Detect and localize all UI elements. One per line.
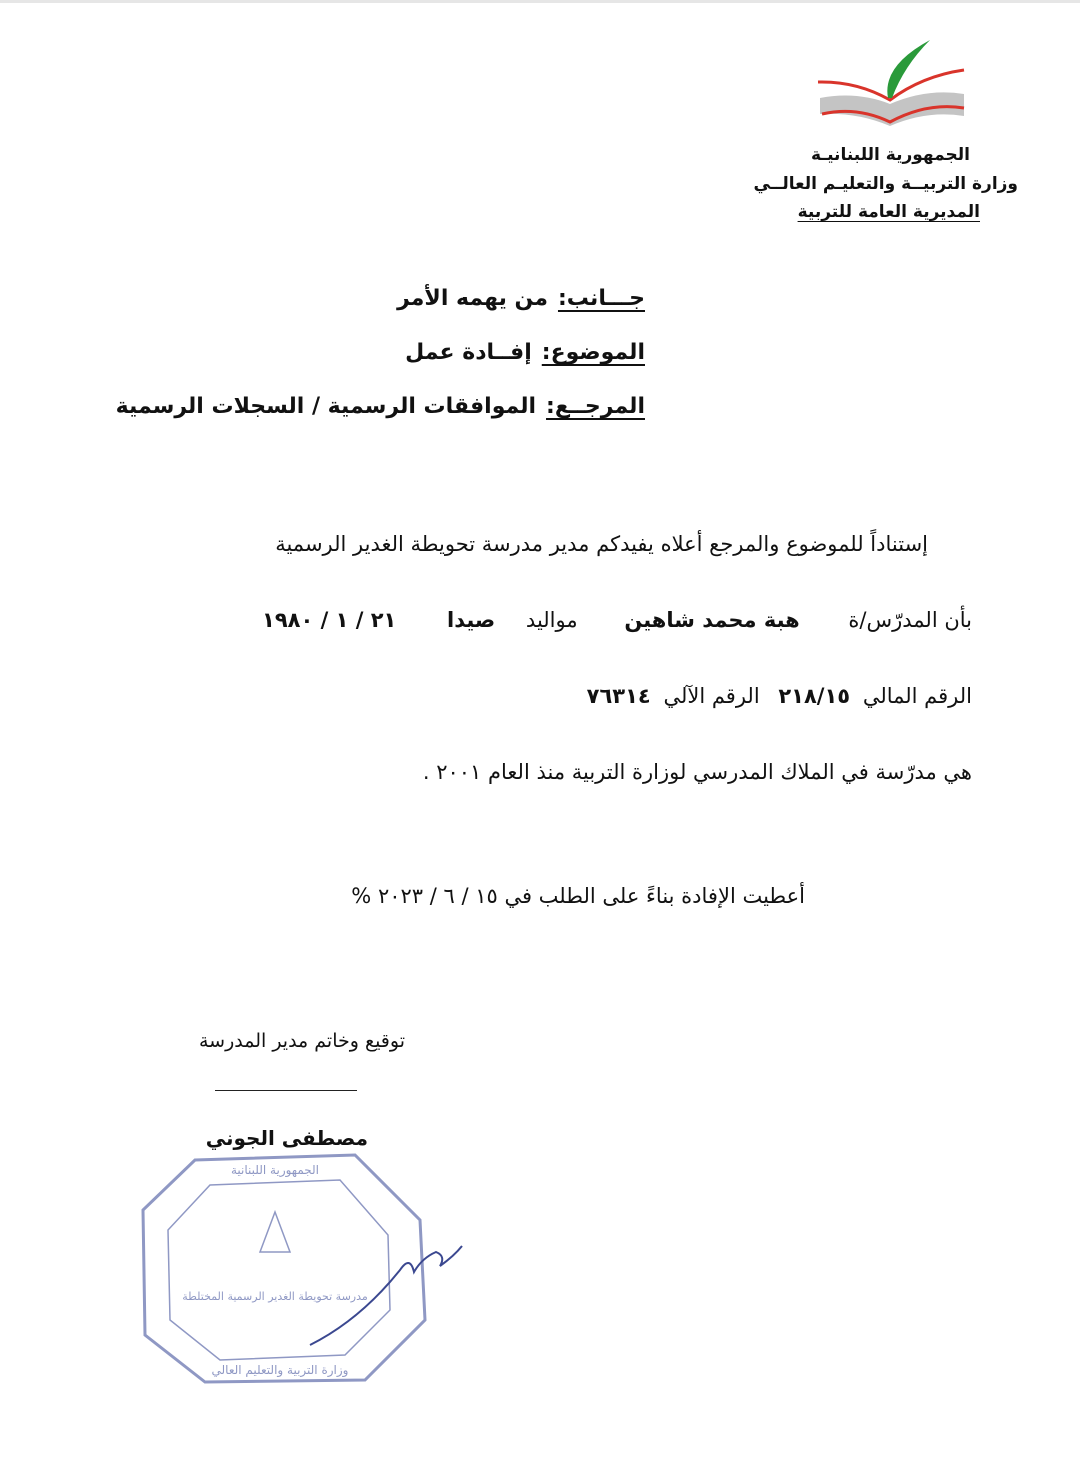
- status-line: هي مدرّسة في الملاك المدرسي لوزارة التربية منذ العام ٢٠٠١ .: [422, 760, 972, 784]
- addressee-label: جـــانب:: [557, 286, 645, 311]
- born-label: مواليد: [525, 608, 578, 632]
- stamp-bottom-text: وزارة التربية والتعليم العالي: [211, 1363, 349, 1377]
- teacher-name: هبة محمد شاهين: [624, 608, 800, 632]
- stamp-top-text: الجمهورية اللبنانية: [230, 1163, 320, 1177]
- teacher-prefix: بأن المدرّس/ة: [848, 608, 972, 632]
- financial-number: ٢١٨/١٥: [778, 684, 851, 708]
- letterhead-republic: الجمهورية اللبنانيـة: [811, 145, 970, 165]
- birth-date: ٢١ / ١ / ١٩٨٠: [262, 608, 397, 632]
- subject-label: الموضوع:: [541, 340, 645, 365]
- reference-line: [116, 394, 645, 419]
- signature-line: [215, 1090, 357, 1091]
- auto-number: ٧٦٣١٤: [586, 684, 651, 708]
- reference-value: الموافقات الرسمية / السجلات الرسمية: [115, 394, 537, 419]
- birth-place: صيدا: [447, 608, 496, 632]
- auto-label: الرقم الآلي: [663, 684, 760, 708]
- school-stamp-icon: [140, 1150, 470, 1395]
- intro-paragraph: إستناداً للموضوع والمرجع أعلاه يفيدكم مدير مدرسة تحويطة الغدير الرسمية: [275, 532, 928, 556]
- letterhead-ministry: وزارة التربيــة والتعليـم العالــي: [753, 174, 1018, 194]
- addressee-line: [397, 286, 645, 311]
- stamp-inner-text: مدرسة تحويطة الغدير الرسمية المختلطة: [182, 1290, 368, 1303]
- numbers-line: [587, 684, 972, 708]
- issued-line: أعطيت الإفادة بناءً على الطلب في ١٥ / ٦ / ٢٠٢٣ %: [351, 884, 805, 908]
- reference-label: المرجــع:: [546, 394, 645, 419]
- subject-line: [405, 340, 645, 365]
- letterhead-directorate: المديرية العامة للتربية: [797, 202, 980, 222]
- subject-value: إفــادة عمل: [405, 340, 532, 365]
- financial-label: الرقم المالي: [862, 684, 972, 708]
- signature-label: توقيع وخاتم مدير المدرسة: [198, 1030, 405, 1052]
- ministry-logo-icon: [812, 36, 972, 131]
- teacher-line: [262, 608, 972, 632]
- addressee-value: من يهمه الأمر: [397, 286, 548, 311]
- signer-name: مصطفى الجوني: [205, 1126, 368, 1150]
- cedar-icon: [260, 1212, 290, 1252]
- top-border: [0, 0, 1080, 3]
